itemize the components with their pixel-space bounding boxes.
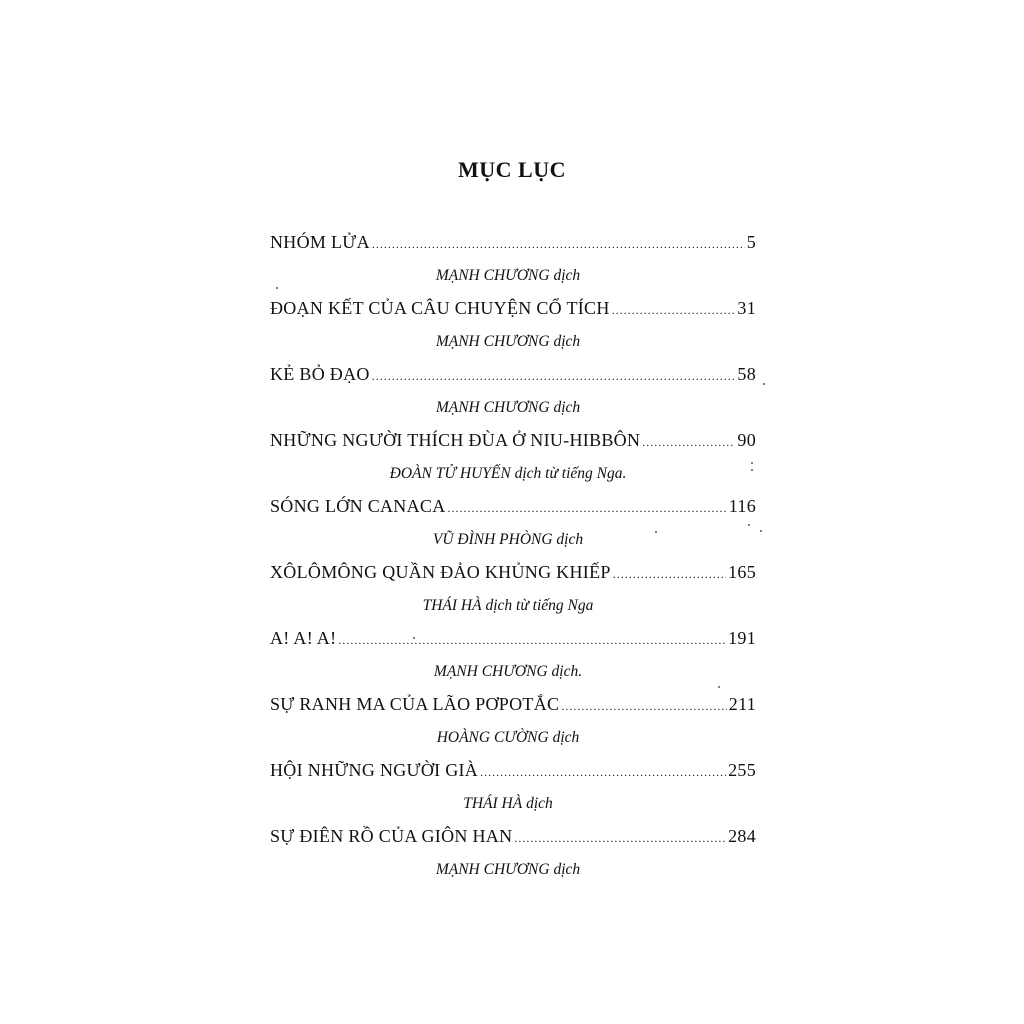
dot-leader bbox=[480, 756, 726, 789]
entry-translator: ĐOÀN TỬ HUYẾN dịch từ tiếng Nga. bbox=[389, 465, 627, 482]
entry-title: NHÓM LỬA bbox=[270, 232, 370, 252]
entry-title: KẺ BỎ ĐẠO bbox=[270, 364, 370, 384]
entry-title: SỰ ĐIÊN RỒ CỦA GIÔN HAN bbox=[270, 826, 513, 846]
entry-page-number: 255 bbox=[728, 760, 756, 780]
entry-title: HỘI NHỮNG NGƯỜI GIÀ bbox=[270, 760, 479, 780]
toc-entry bbox=[270, 556, 756, 589]
table-of-contents bbox=[270, 226, 756, 886]
print-speck bbox=[276, 287, 278, 289]
entry-translator: MẠNH CHƯƠNG dịch bbox=[435, 267, 581, 284]
entry-translator: MẠNH CHƯƠNG dịch. bbox=[433, 663, 583, 680]
dot-leader bbox=[613, 558, 726, 591]
entry-page-number: 165 bbox=[728, 562, 756, 582]
print-speck bbox=[751, 462, 753, 464]
print-speck bbox=[655, 531, 657, 533]
entry-page-number: 58 bbox=[737, 364, 756, 384]
entry-page-number: 211 bbox=[728, 694, 756, 714]
entry-page-number: 284 bbox=[728, 826, 756, 846]
toc-entry bbox=[270, 754, 756, 787]
dot-leader bbox=[372, 360, 736, 393]
entry-page-number: 191 bbox=[728, 628, 756, 648]
entry-translator: VŨ ĐÌNH PHÒNG dịch bbox=[432, 531, 584, 548]
entry-translator: MẠNH CHƯƠNG dịch bbox=[435, 861, 581, 878]
dot-leader bbox=[514, 822, 726, 855]
toc-entry bbox=[270, 358, 756, 391]
toc-entry bbox=[270, 424, 756, 457]
entry-title: NHỮNG NGƯỜI THÍCH ĐÙA Ở NIU-HIBBÔN bbox=[270, 430, 641, 450]
entry-page-number: 31 bbox=[737, 298, 756, 318]
dot-leader bbox=[612, 294, 736, 327]
entry-title: ĐOẠN KẾT CỦA CÂU CHUYỆN CỔ TÍCH bbox=[270, 298, 610, 318]
toc-entry bbox=[270, 226, 756, 259]
dot-leader bbox=[338, 624, 726, 657]
dot-leader bbox=[372, 228, 745, 261]
entry-page-number: 5 bbox=[746, 232, 756, 252]
print-speck bbox=[760, 530, 762, 532]
dot-leader bbox=[642, 426, 735, 459]
print-speck bbox=[751, 469, 753, 471]
entry-translator: MẠNH CHƯƠNG dịch bbox=[435, 399, 581, 416]
entry-page-number: 116 bbox=[728, 496, 756, 516]
entry-translator: MẠNH CHƯƠNG dịch bbox=[435, 333, 581, 350]
toc-entry bbox=[270, 622, 756, 655]
entry-page-number: 90 bbox=[737, 430, 756, 450]
page-title: MỤC LỤC bbox=[458, 157, 566, 182]
print-speck bbox=[763, 383, 765, 385]
dot-leader bbox=[448, 492, 727, 525]
toc-entry bbox=[270, 688, 756, 721]
print-speck bbox=[748, 524, 750, 526]
entry-title: SỰ RANH MA CỦA LÃO PƠPOTẮC bbox=[270, 694, 560, 714]
entry-title: A! A! A! bbox=[270, 628, 337, 648]
toc-entry bbox=[270, 490, 756, 523]
print-speck bbox=[718, 686, 720, 688]
entry-translator: HOÀNG CƯỜNG dịch bbox=[436, 729, 580, 746]
print-speck bbox=[413, 637, 415, 639]
toc-entry bbox=[270, 292, 756, 325]
dot-leader bbox=[561, 690, 726, 723]
entry-translator: THÁI HÀ dịch bbox=[463, 795, 553, 812]
entry-translator: THÁI HÀ dịch từ tiếng Nga bbox=[422, 597, 594, 614]
toc-entry bbox=[270, 820, 756, 853]
entry-title: XÔLÔMÔNG QUẦN ĐẢO KHỦNG KHIẾP bbox=[270, 562, 611, 582]
entry-title: SÓNG LỚN CANACA bbox=[270, 496, 446, 516]
